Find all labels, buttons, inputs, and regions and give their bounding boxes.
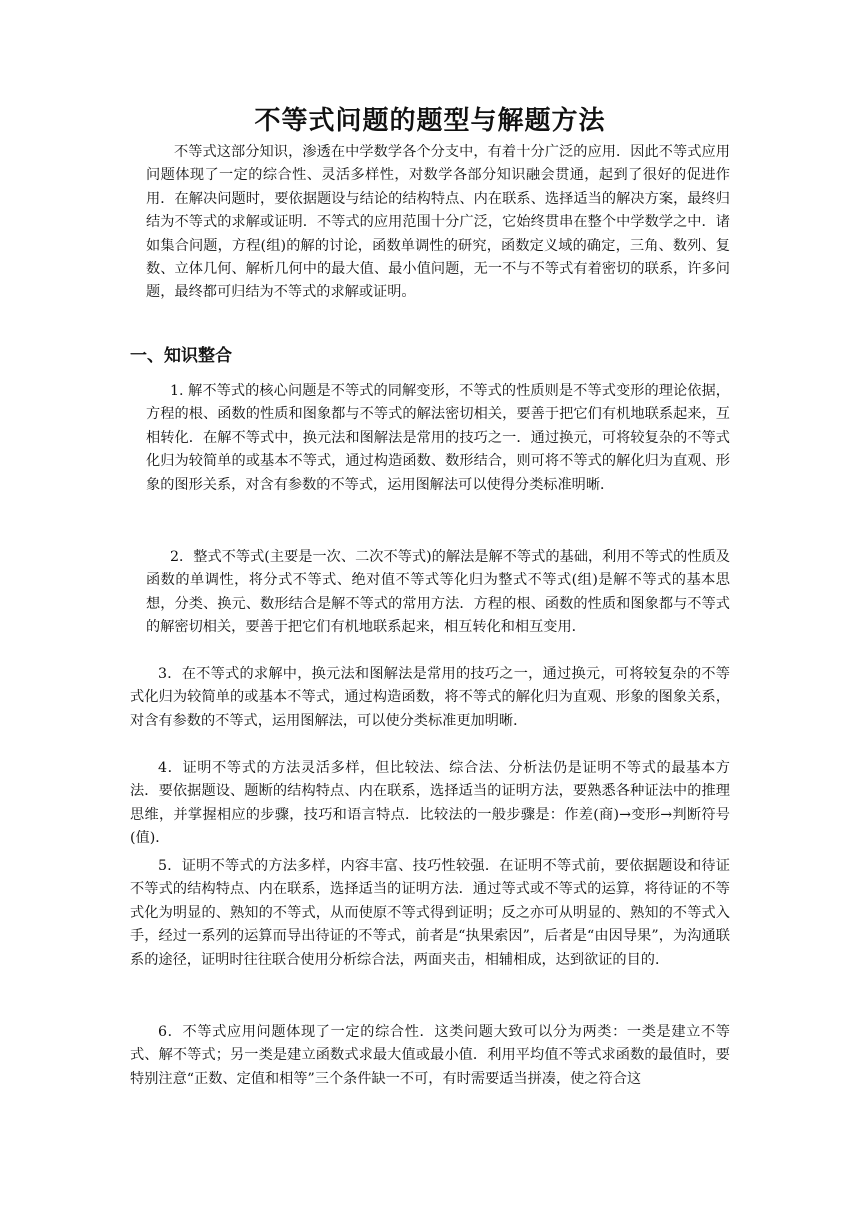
- intro-paragraph: 不等式这部分知识，渗透在中学数学各个分支中，有着十分广泛的应用．因此不等式应用问题体现了一定的综合性、灵活多样性，对数学各部分知识融会贯通，起到了很好的促进作用．在解决问题时，要依据题设与结论的结构特点、内在联系、选择适当的解决方案，最终归结为不等式的求解或证明．不等式的应用范围十分广泛，它始终贯串在整个中学数学之中．诸如集合问题，方程(组)的解的讨论，函数单调性的研究，函数定义域的确定，三角、数列、复数、立体几何、解析几何中的最大值、最小值问题，无一不与不等式有着密切的联系，许多问题，最终都可归结为不等式的求解或证明。: [146, 144, 730, 301]
- knowledge-paragraph-4: 4．证明不等式的方法灵活多样，但比较法、综合法、分析法仍是证明不等式的最基本方法．要依据题设、题断的结构特点、内在联系，选择适当的证明方法，要熟悉各种证法中的推理思维，并掌握相应的步骤，技巧和语言特点．比较法的一般步骤是：作差(商)→变形→判断符号(值)．: [130, 760, 730, 847]
- knowledge-paragraph-5: 5．证明不等式的方法多样，内容丰富、技巧性较强．在证明不等式前，要依据题设和待证不等式的结构特点、内在联系，选择适当的证明方法．通过等式或不等式的运算，将待证的不等式化为明显的、熟知的不等式，从而使原不等式得到证明；反之亦可从明显的、熟知的不等式入手，经过一系列的运算而导出待证的不等式，前者是“执果索因”，后者是“由因导果”，为沟通联系的途径，证明时往往联合使用分析综合法，两面夹击，相辅相成，达到欲证的目的．: [130, 858, 730, 968]
- knowledge-paragraph-1: 1. 解不等式的核心问题是不等式的同解变形，不等式的性质则是不等式变形的理论依据，方程的根、函数的性质和图象都与不等式的解法密切相关，要善于把它们有机地联系起来，互相转化．在解不等式中，换元法和图解法是常用的技巧之一．通过换元，可将较复杂的不等式化归为较简单的或基本不等式，通过构造函数、数形结合，则可将不等式的解化归为直观、形象的图形关系，对含有参数的不等式，运用图解法可以使得分类标准明晰．: [146, 383, 730, 493]
- knowledge-paragraph-2: 2．整式不等式(主要是一次、二次不等式)的解法是解不等式的基础，利用不等式的性质及函数的单调性，将分式不等式、绝对值不等式等化归为整式不等式(组)是解不等式的基本思想，分类、换元、数形结合是解不等式的常用方法．方程的根、函数的性质和图象都与不等式的解密切相关，要善于把它们有机地联系起来，相互转化和相互变用．: [146, 549, 730, 636]
- knowledge-paragraph-3: 3．在不等式的求解中，换元法和图解法是常用的技巧之一，通过换元，可将较复杂的不等式化归为较简单的或基本不等式，通过构造函数，将不等式的解化归为直观、形象的图象关系，对含有参数的不等式，运用图解法，可以使分类标准更加明晰．: [130, 666, 730, 729]
- knowledge-paragraph-6: 6．不等式应用问题体现了一定的综合性．这类问题大致可以分为两类：一类是建立不等式、解不等式；另一类是建立函数式求最大值或最小值．利用平均值不等式求函数的最值时，要特别注意“正数、定值和相等”三个条件缺一不可，有时需要适当拼凑，使之符合这: [130, 1024, 730, 1087]
- document-title: 不等式问题的题型与解题方法: [254, 106, 606, 136]
- section-heading: 一、知识整合: [130, 346, 232, 366]
